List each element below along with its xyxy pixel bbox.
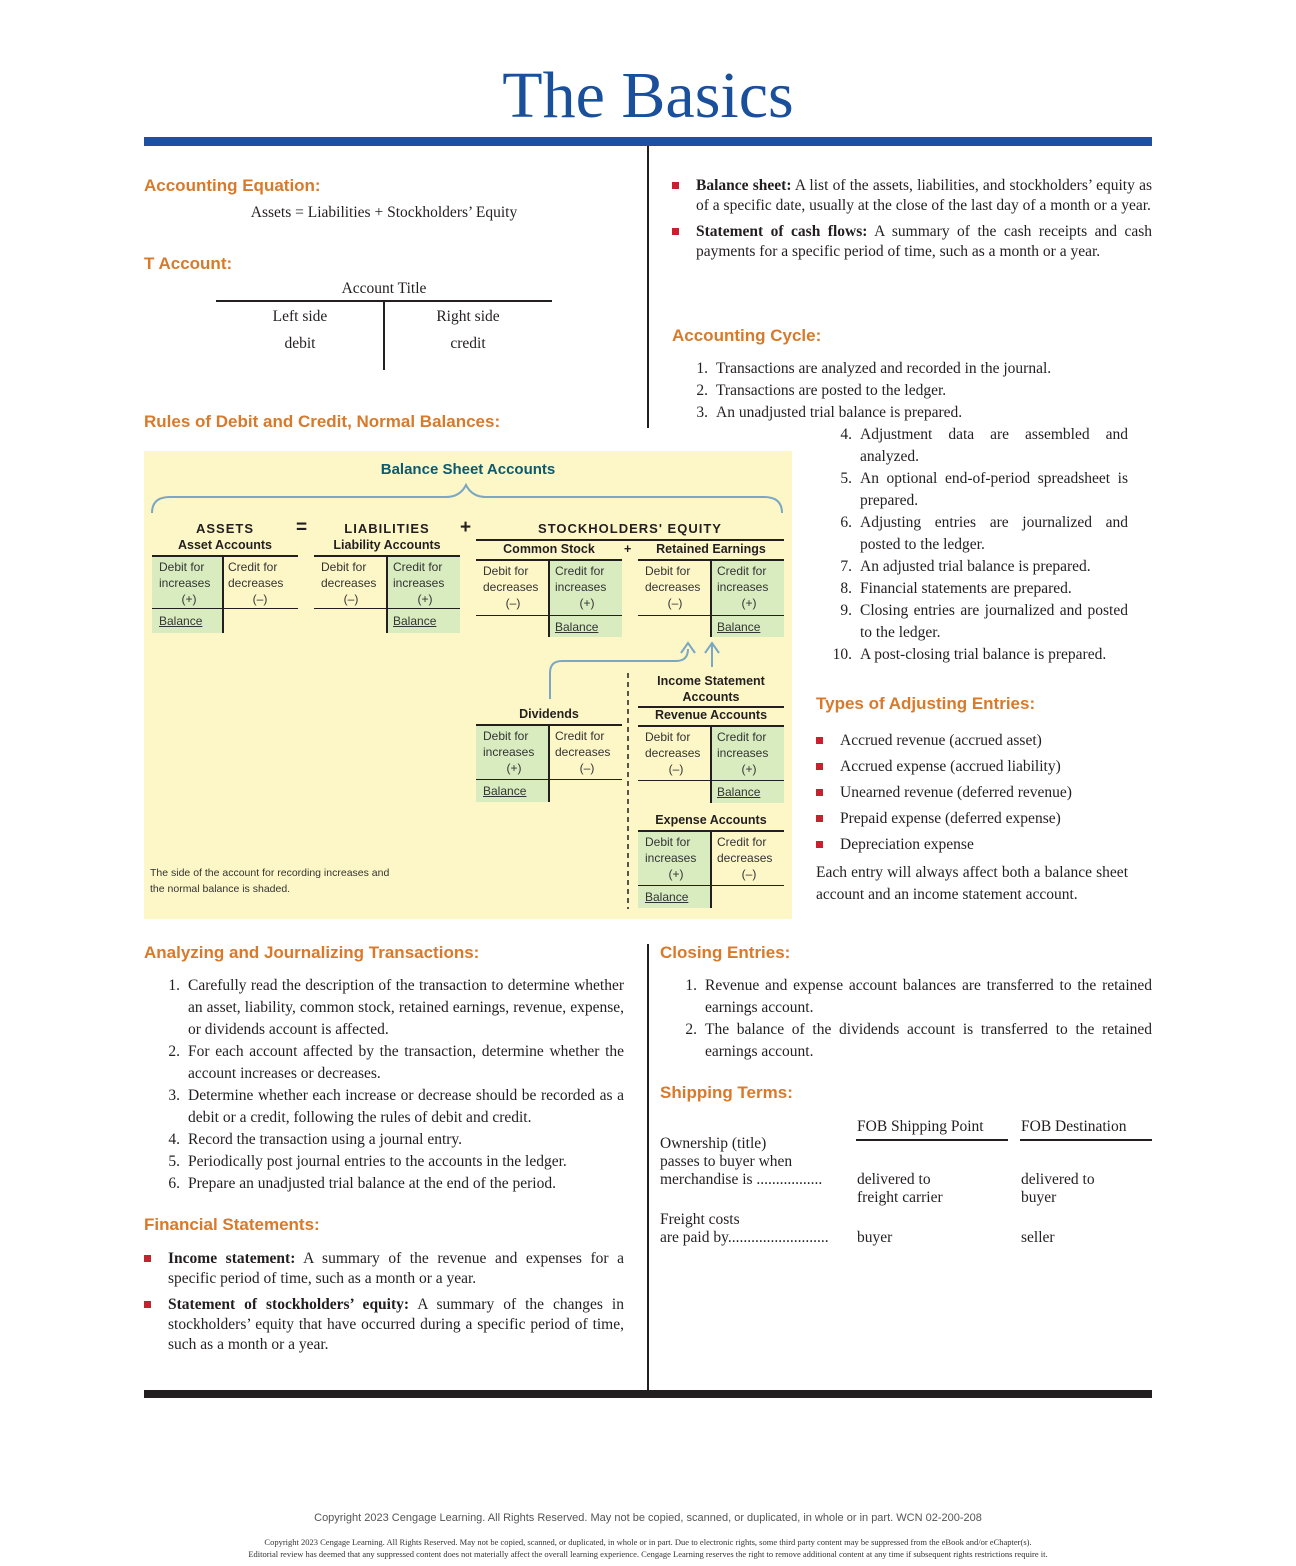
column-divider-bottom xyxy=(647,944,649,1390)
list-item: Statement of stockholders’ equity: A summary of the changes in stockholders’ equity that have occurred during a specific period of time, such as a month or a year. xyxy=(144,1295,624,1355)
list-item: Balance sheet: A list of the assets, liabilities, and stockholders’ equity as of a specific date, usually at the close of the last day of a month or a year. xyxy=(672,176,1152,216)
shipping-row1-col1: delivered to freight carrier xyxy=(857,1171,943,1206)
list-item: 1. Transactions are analyzed and recorded in the journal. xyxy=(696,360,1052,377)
retained-earnings-label: Retained Earnings xyxy=(656,542,766,556)
footer-notice: Copyright 2023 Cengage Learning. All Rights Reserved. May not be copied, scanned, or duplicated, in whole or in part. Due to electronic rights, some third party content may be suppressed from the eBook and/or eChapter(s). Editorial review has deemed that any suppressed content does not materially affect the overall learning experience. Cengage Learning reserves the right to remove additional content at any time if subsequent rights restrictions require it. xyxy=(248,1537,1048,1559)
shipping-row1-col2: delivered to buyer xyxy=(1021,1171,1095,1206)
shipping-heading: Shipping Terms: xyxy=(660,1083,793,1102)
page-title: The Basics xyxy=(502,59,794,132)
financial-list-left xyxy=(144,1249,624,1361)
shipping-col1: FOB Shipping Point xyxy=(857,1118,984,1135)
list-item: 8. Financial statements are prepared. xyxy=(840,580,1072,597)
re-debit: Debit for decreases (–) xyxy=(645,564,701,610)
rev-balance: Balance xyxy=(717,785,761,799)
re-balance: Balance xyxy=(717,620,761,634)
t-account-title: Account Title xyxy=(341,280,427,297)
list-item: 3. Determine whether each increase or decrease should be recorded as a debit or a credit, following the rules of debit and credit. xyxy=(168,1087,624,1126)
liability-debit: Debit for decreases (–) xyxy=(321,560,377,606)
accounting-equation-heading: Accounting Equation: xyxy=(144,176,321,195)
asset-accounts-label: Asset Accounts xyxy=(177,538,272,552)
plus-small: + xyxy=(624,542,632,556)
se-rule xyxy=(476,539,784,541)
diagram-note: The side of the account for recording increases and the normal balance is shaded. xyxy=(150,867,390,895)
plus-sign: + xyxy=(460,517,473,538)
shipping-row2-label: Freight costs are paid by.......................... xyxy=(660,1211,829,1246)
revenue-t-account xyxy=(638,725,784,803)
list-item: 10. A post-closing trial balance is prepared. xyxy=(832,646,1107,663)
cs-credit: Credit for increases (+) xyxy=(555,564,607,610)
list-item: 4. Adjustment data are assembled and analyzed. xyxy=(840,426,1128,465)
t-account xyxy=(216,276,552,372)
asset-credit: Credit for decreases (–) xyxy=(228,560,284,606)
adjusting-list xyxy=(816,731,1128,861)
analyzing-list xyxy=(158,975,624,1195)
list-item: 5. Periodically post journal entries to the accounts in the ledger. xyxy=(168,1153,567,1170)
exp-balance: Balance xyxy=(645,890,689,904)
income-statement-label: Income Statement Accounts xyxy=(657,674,765,704)
expense-accounts-label: Expense Accounts xyxy=(655,813,767,827)
liability-t-account xyxy=(314,555,460,633)
list-item: 9. Closing entries are journalized and posted to the ledger. xyxy=(840,602,1128,641)
column-divider-top xyxy=(647,146,649,428)
asset-balance: Balance xyxy=(159,614,203,628)
cycle-heading: Accounting Cycle: xyxy=(672,326,822,345)
analyzing-heading: Analyzing and Journalizing Transactions: xyxy=(144,943,480,962)
bs-accounts-title: Balance Sheet Accounts xyxy=(380,461,556,478)
list-item: 1. Carefully read the description of the transaction to determine whether an asset, liability, common stock, retained earnings, revenue, expense, or dividends account is affected. xyxy=(168,977,624,1038)
shipping-row2-col2: seller xyxy=(1021,1229,1055,1246)
list-item: 2. For each account affected by the transaction, determine whether the account increases or decreases. xyxy=(168,1043,624,1082)
rev-credit: Credit for increases (+) xyxy=(717,730,769,776)
div-debit: Debit for increases (+) xyxy=(483,729,535,775)
list-item: 1. Revenue and expense account balances are transferred to the retained earnings account. xyxy=(685,977,1152,1016)
list-item: 7. An adjusted trial balance is prepared. xyxy=(840,558,1091,575)
top-rule xyxy=(144,137,1152,146)
list-item: Income statement: A summary of the revenue and expenses for a specific period of time, such as a month or a year. xyxy=(144,1249,624,1289)
cycle-list-b xyxy=(830,424,1128,666)
t-account-heading: T Account: xyxy=(144,254,233,273)
list-item: Unearned revenue (deferred revenue) xyxy=(816,783,1128,803)
asset-debit: Debit for increases (+) xyxy=(159,560,211,606)
t-account-right: Right side xyxy=(436,308,500,325)
liability-balance: Balance xyxy=(393,614,437,628)
adjusting-note: Each entry will always affect both a balance sheet account and an income statement account. xyxy=(816,864,1128,903)
closing-list xyxy=(675,975,1152,1063)
assets-label: ASSETS xyxy=(195,521,254,536)
list-item: Accrued expense (accrued liability) xyxy=(816,757,1128,777)
list-item: 2. Transactions are posted to the ledger. xyxy=(696,382,947,399)
common-stock-t-account xyxy=(476,559,622,637)
liabilities-label: LIABILITIES xyxy=(344,521,430,536)
liability-accounts-label: Liability Accounts xyxy=(333,538,441,552)
liability-credit: Credit for increases (+) xyxy=(393,560,445,606)
common-stock-label: Common Stock xyxy=(503,542,595,556)
brace-shape xyxy=(152,485,782,513)
t-account-left: Left side xyxy=(272,308,328,325)
list-item: 5. An optional end-of-period spreadsheet is prepared. xyxy=(840,470,1128,509)
shipping-table xyxy=(660,1112,1152,1262)
closing-heading: Closing Entries: xyxy=(660,943,791,962)
revenue-accounts-label: Revenue Accounts xyxy=(654,708,768,722)
div-credit: Credit for decreases (–) xyxy=(555,729,611,775)
list-item: Prepaid expense (deferred expense) xyxy=(816,809,1128,829)
equals-sign: = xyxy=(296,517,309,538)
cs-balance: Balance xyxy=(555,620,599,634)
list-item: 4. Record the transaction using a journal entry. xyxy=(168,1131,463,1148)
footer-copyright: Copyright 2023 Cengage Learning. All Rights Reserved. May not be copied, scanned, or duplicated, in whole or in part. WCN 02-200-208 xyxy=(314,1512,982,1524)
financial-list-right xyxy=(672,176,1152,268)
div-balance: Balance xyxy=(483,784,527,798)
expense-t-account xyxy=(638,830,784,908)
bottom-rule xyxy=(144,1390,1152,1398)
financial-heading: Financial Statements: xyxy=(144,1215,320,1234)
t-account-debit: debit xyxy=(284,335,316,352)
dividends-t-account xyxy=(476,724,622,802)
adjusting-heading: Types of Adjusting Entries: xyxy=(816,694,1036,713)
cycle-list-a xyxy=(686,358,1152,424)
list-item: 6. Prepare an unadjusted trial balance at the end of the period. xyxy=(168,1175,556,1192)
rev-debit: Debit for decreases (–) xyxy=(645,730,701,776)
shipping-row2-col1: buyer xyxy=(857,1229,893,1246)
asset-t-account xyxy=(152,555,298,633)
re-t-account xyxy=(638,559,784,637)
list-item: Depreciation expense xyxy=(816,835,1128,855)
list-item: 2. The balance of the dividends account is transferred to the retained earnings account. xyxy=(685,1021,1152,1060)
list-item: 6. Adjusting entries are journalized and posted to the ledger. xyxy=(840,514,1128,553)
se-label: STOCKHOLDERS' EQUITY xyxy=(538,521,722,536)
shipping-col2: FOB Destination xyxy=(1021,1118,1127,1135)
exp-debit: Debit for increases (+) xyxy=(645,835,697,881)
exp-credit: Credit for decreases (–) xyxy=(717,835,773,881)
cs-debit: Debit for decreases (–) xyxy=(483,564,539,610)
list-item: 3. An unadjusted trial balance is prepared. xyxy=(696,404,963,421)
re-credit: Credit for increases (+) xyxy=(717,564,769,610)
shipping-row1-label: Ownership (title) passes to buyer when merchandise is ................. xyxy=(660,1135,823,1188)
debit-credit-diagram xyxy=(144,451,792,919)
rules-heading: Rules of Debit and Credit, Normal Balances: xyxy=(144,412,501,431)
dividends-label: Dividends xyxy=(519,707,579,721)
accounting-equation: Assets = Liabilities + Stockholders’ Equity xyxy=(250,204,518,221)
list-item: Statement of cash flows: A summary of the cash receipts and cash payments for a specific period of time, such as a month or a year. xyxy=(672,222,1152,262)
t-account-credit: credit xyxy=(450,335,486,352)
list-item: Accrued revenue (accrued asset) xyxy=(816,731,1128,751)
